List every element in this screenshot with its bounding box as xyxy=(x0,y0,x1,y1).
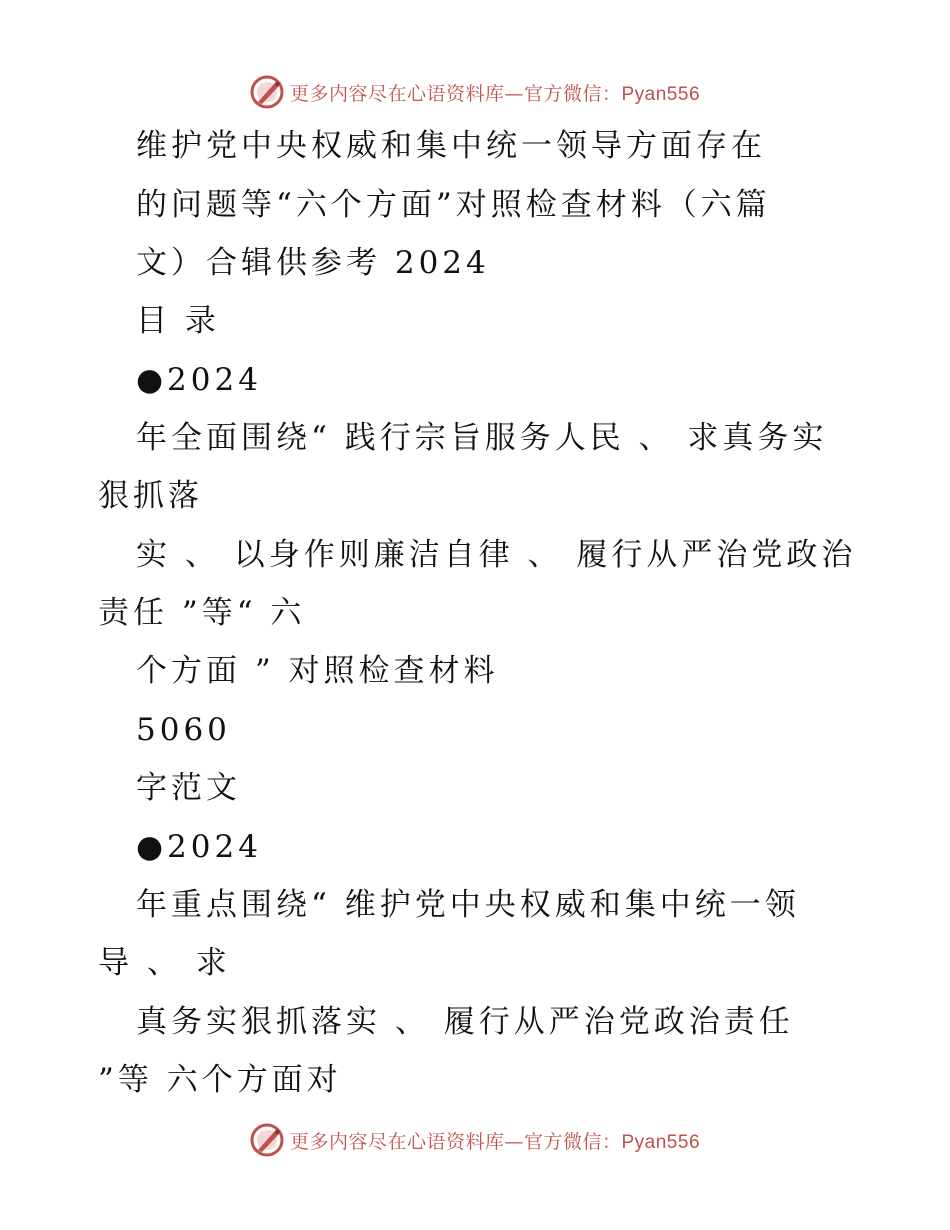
banner-dash: — xyxy=(504,82,524,105)
doc-line: 文）合辑供参考 2024 xyxy=(136,245,490,281)
footer-watermark-banner xyxy=(0,1120,950,1160)
doc-line: 个方面 ” 对照检查材料 xyxy=(136,653,499,689)
doc-line: 导 、 求 xyxy=(98,945,231,981)
doc-line: 年重点围绕“ 维护党中央权威和集中统一领 xyxy=(136,887,800,923)
doc-line: 字范文 xyxy=(136,770,241,806)
doc-line: 5060 xyxy=(136,712,231,748)
banner-dash: — xyxy=(504,1130,524,1153)
doc-line: 狠抓落 xyxy=(98,478,203,514)
doc-line: 实 、 以身作则廉洁自律 、 履行从严治党政治 xyxy=(136,537,857,573)
banner-wechat-label: 官方微信： xyxy=(523,1130,622,1153)
banner-main-text: 更多内容尽在心语资料库 xyxy=(289,82,505,105)
banner-main-text: 更多内容尽在心语资料库 xyxy=(289,1130,505,1153)
toc-bullet-year: ●2024 xyxy=(136,362,262,398)
doc-line: 真务实狠抓落实 、 履行从严治党政治责任 xyxy=(136,1004,794,1040)
banner-wechat-label: 官方微信： xyxy=(523,82,622,105)
pen-circle-logo-icon xyxy=(250,1123,284,1157)
banner-text xyxy=(290,79,700,106)
doc-line: 的问题等“六个方面”对照检查材料（六篇 xyxy=(136,187,771,223)
banner-wechat-id: Pyan556 xyxy=(621,83,701,105)
pen-circle-logo-icon xyxy=(250,75,284,109)
doc-line: 维护党中央权威和集中统一领导方面存在 xyxy=(136,128,766,164)
toc-bullet-year: ●2024 xyxy=(136,829,262,865)
doc-line: 年全面围绕“ 践行宗旨服务人民 、 求真务实 xyxy=(136,420,828,456)
banner-text xyxy=(290,1127,700,1154)
doc-line: 责任 ”等“ 六 xyxy=(98,595,306,631)
toc-heading: 目 录 xyxy=(136,303,220,339)
header-watermark-banner xyxy=(0,72,950,112)
banner-wechat-id: Pyan556 xyxy=(621,1131,701,1153)
doc-line: ”等 六个方面对 xyxy=(98,1062,342,1098)
